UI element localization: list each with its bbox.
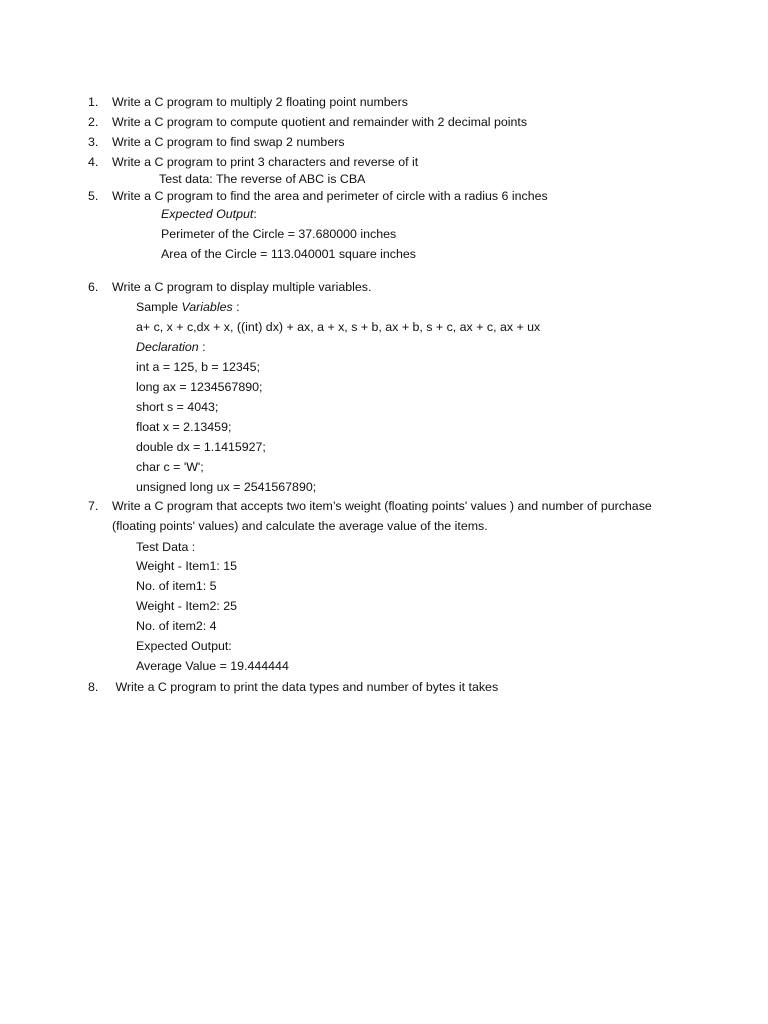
declaration-heading xyxy=(136,339,206,355)
item-text: Write a C program to find the area and perimeter of circle with a radius 6 inches xyxy=(112,189,548,203)
declaration-line: short s = 4043; xyxy=(136,400,219,414)
expression-line: a+ c, x + c,dx + x, ((int) dx) + ax, a + x, s + b, ax + b, s + c, ax + c, ax + ux xyxy=(136,320,541,334)
declaration-line: float x = 2.13459; xyxy=(136,420,232,434)
declaration-line: long ax = 1234567890; xyxy=(136,380,263,394)
item-number: 4. xyxy=(88,155,99,169)
sample-variables-heading xyxy=(136,299,240,315)
item-text: Write a C program to print the data types and number of bytes it takes xyxy=(112,680,499,694)
item-text: Write a C program to compute quotient and remainder with 2 decimal points xyxy=(112,115,528,129)
sample-label: Variables xyxy=(181,300,233,314)
test-data-line: Test data: The reverse of ABC is CBA xyxy=(159,172,366,186)
item-number: 2. xyxy=(88,115,99,129)
item-text: Write a C program to multiply 2 floating point numbers xyxy=(112,95,408,109)
test-data-line: Test Data : xyxy=(136,540,196,554)
declaration-line: unsigned long ux = 2541567890; xyxy=(136,480,317,494)
test-data-line: No. of item1: 5 xyxy=(136,579,217,593)
declaration-line: double dx = 1.1415927; xyxy=(136,440,266,454)
item-number: 8. xyxy=(88,680,99,694)
item-number: 7. xyxy=(88,499,99,513)
declaration-suffix: : xyxy=(198,340,206,354)
item-text: Write a C program to display multiple variables. xyxy=(112,280,372,294)
item-number: 6. xyxy=(88,280,99,294)
test-data-line: Expected Output: xyxy=(136,639,232,653)
item-text: Write a C program that accepts two item’s weight (floating points' values ) and number of purchase xyxy=(112,499,652,513)
declaration-line: int a = 125, b = 12345; xyxy=(136,360,261,374)
test-data-line: No. of item2: 4 xyxy=(136,619,217,633)
test-data-line: Weight - Item1: 15 xyxy=(136,559,238,573)
item-text: Write a C program to print 3 characters and reverse of it xyxy=(112,155,419,169)
test-data-line: Weight - Item2: 25 xyxy=(136,599,238,613)
expected-output-label: Expected Output xyxy=(161,207,254,221)
item-text: Write a C program to find swap 2 numbers xyxy=(112,135,345,149)
item-text-continued: (floating points' values) and calculate the average value of the items. xyxy=(112,519,488,533)
item-number: 3. xyxy=(88,135,99,149)
expected-output-colon: : xyxy=(253,207,257,221)
declaration-line: char c = 'W'; xyxy=(136,460,204,474)
output-line: Perimeter of the Circle = 37.680000 inches xyxy=(161,227,397,241)
item-number: 5. xyxy=(88,189,99,203)
sample-prefix: Sample xyxy=(136,300,182,314)
expected-output-heading xyxy=(161,206,257,222)
output-line: Area of the Circle = 113.040001 square inches xyxy=(161,247,416,261)
sample-suffix: : xyxy=(232,300,240,314)
item-number: 1. xyxy=(88,95,99,109)
test-data-line: Average Value = 19.444444 xyxy=(136,659,289,673)
declaration-label: Declaration xyxy=(136,340,199,354)
